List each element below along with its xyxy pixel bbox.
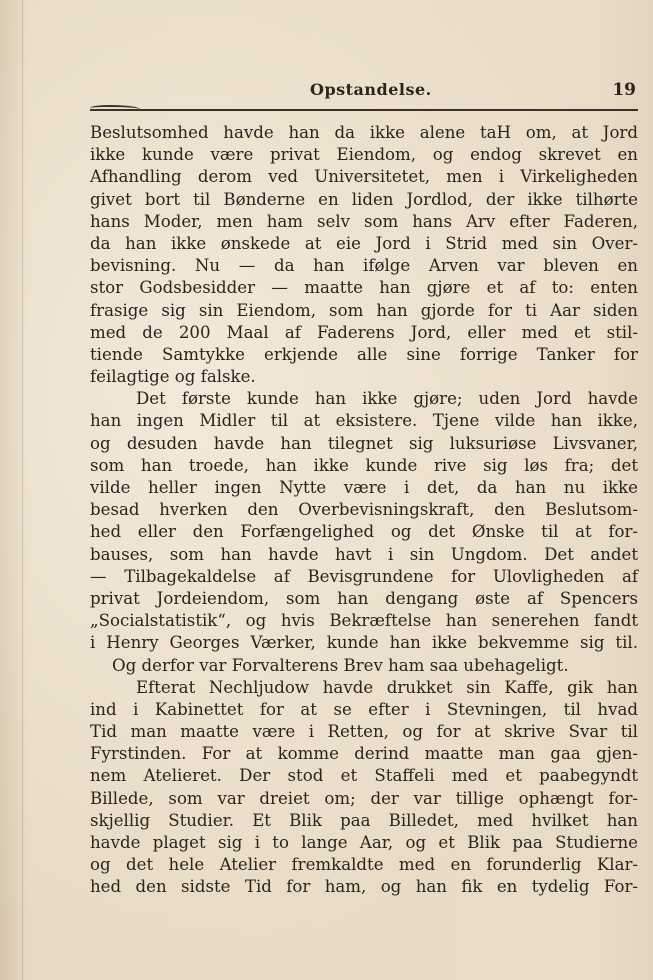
text-line: bauses, som han havde havt i sin Ungdom. Det andet	[90, 544, 638, 564]
text-line: ind i Kabinettet for at se efter i Stevningen, til hvad	[90, 699, 638, 719]
text-line: Afhandling derom ved Universitetet, men i Virkeligheden	[90, 167, 638, 187]
text-line: som han troede, han ikke kunde rive sig løs fra; det	[90, 455, 638, 475]
text-line: — Tilbagekaldelse af Bevisgrundene for Ulovligheden af	[90, 566, 638, 586]
text-line: givet bort til Bønderne en liden Jordlod, der ikke tilhørte	[90, 189, 638, 209]
text-line: hed eller den Forfængelighed og det Ønske til at for-	[90, 522, 638, 542]
text-line: ikke kunde være privat Eiendom, og endog skrevet en	[90, 145, 638, 165]
text-line: privat Jordeiendom, som han dengang øste af Spencers	[90, 588, 638, 608]
text-line: Tid man maatte være i Retten, og for at skrive Svar til	[90, 722, 638, 742]
text-line: havde plaget sig i to lange Aar, og et Blik paa Studierne	[90, 833, 638, 852]
text-line: bevisning. Nu — da han ifølge Arven var bleven en	[90, 256, 638, 276]
text-line: Det første kunde han ikke gjøre; uden Jord havde	[136, 389, 638, 409]
text-line: Billede, som var dreiet om; der var tillige ophængt for-	[90, 788, 638, 808]
text-line: Beslutsomhed havde han da ikke alene taH om, at Jord	[90, 123, 638, 142]
text-line: hed den sidste Tid for ham, og han fik en tydelig For-	[90, 877, 638, 897]
text-line: stor Godsbesidder — maatte han gjøre et af to: enten	[90, 278, 638, 298]
text-line: feilagtige og falske.	[90, 367, 256, 387]
text-line: med de 200 Maal af Faderens Jord, eller med et stil-	[90, 322, 638, 342]
text-line: i Henry Georges Værker, kunde han ikke bekvemme sig til.	[90, 633, 638, 653]
text-line: og det hele Atelier fremkaldte med en forunderlig Klar-	[90, 855, 638, 875]
page-gutter	[22, 0, 23, 980]
text-line: „Socialstatistik“, og hvis Bekræftelse han senerehen fandt	[90, 611, 638, 631]
text-line: hans Moder, men ham selv som hans Arv efter Faderen,	[90, 211, 638, 231]
running-title: Opstandelse.	[310, 80, 432, 99]
text-line: tiende Samtykke erkjende alle sine forrige Tanker for	[90, 344, 638, 364]
text-line: Efterat Nechljudow havde drukket sin Kaffe, gik han	[136, 677, 638, 697]
text-line: besad hverken den Overbevisningskraft, den Beslutsom-	[90, 500, 638, 520]
text-line: nem Atelieret. Der stod et Staffeli med et paabegyndt	[90, 766, 638, 786]
text-line: Fyrstinden. For at komme derind maatte man gaa gjen-	[90, 744, 638, 764]
text-line: vilde heller ingen Nytte være i det, da han nu ikke	[90, 478, 638, 497]
page-header	[88, 76, 640, 106]
text-line: skjellig Studier. Et Blik paa Billedet, med hvilket han	[90, 810, 638, 830]
text-line: og desuden havde han tilegnet sig luksuriøse Livsvaner,	[90, 433, 638, 453]
page-number: 19	[612, 80, 636, 100]
text-line: han ingen Midler til at eksistere. Tjene vilde han ikke,	[90, 411, 638, 431]
text-line: da han ikke ønskede at eie Jord i Strid med sin Over-	[90, 233, 638, 253]
text-line: Og derfor var Forvalterens Brev ham saa ubehageligt.	[112, 655, 569, 675]
text-line: frasige sig sin Eiendom, som han gjorde for ti Aar siden	[90, 300, 638, 320]
body-text	[90, 122, 638, 899]
header-rule	[90, 109, 638, 111]
